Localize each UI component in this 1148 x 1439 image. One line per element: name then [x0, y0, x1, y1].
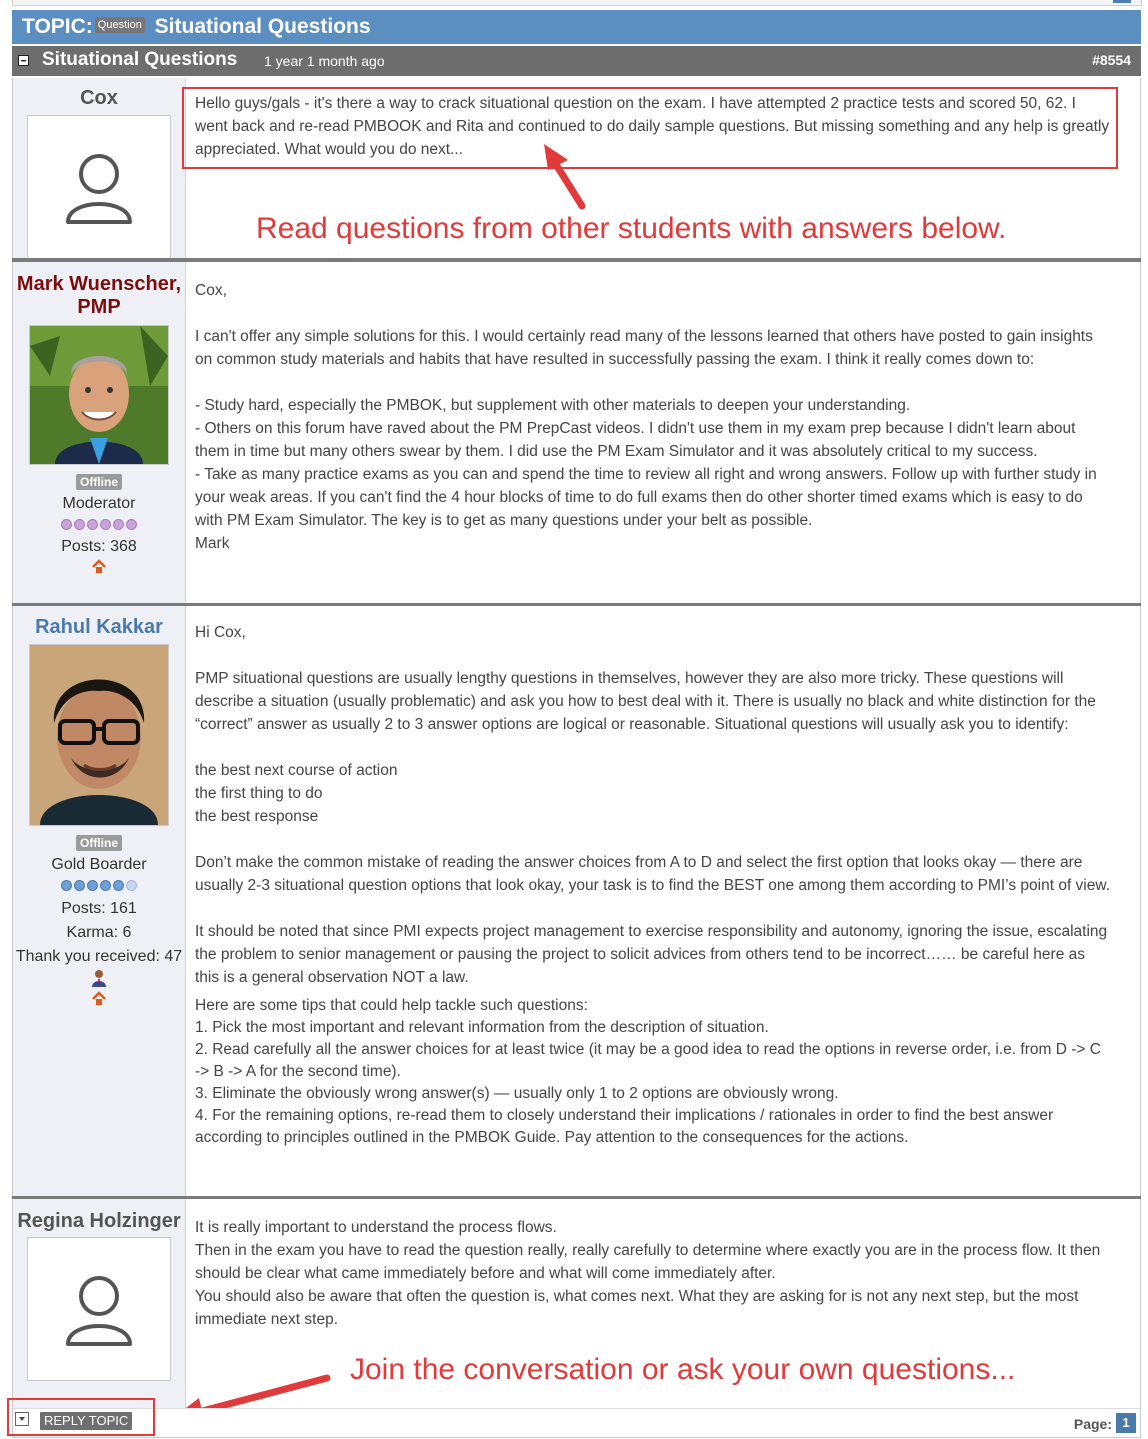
person-photo	[30, 645, 168, 825]
post-paragraph: - Others on this forum have raved about the PM PrepCast videos. I didn't use them in my exam prep because I didn't learn about them in time but many others swear by them. I did use the PM Exam Simulator and it was absolutely critical to my success.	[195, 420, 1076, 460]
author-name[interactable]: Rahul Kakkar	[35, 616, 163, 638]
home-icon[interactable]	[91, 559, 107, 573]
author-name[interactable]: Mark Wuenscher, PMP	[16, 273, 182, 318]
status-badge: Offline	[76, 835, 122, 851]
author-name[interactable]: Regina Holzinger	[17, 1210, 181, 1232]
post-paragraph: Then in the exam you have to read the question really, really carefully to determine where exactly you are in the process flow. It then should be clear what came immediately before and what will come immediately after.	[195, 1242, 1101, 1282]
post-body	[195, 1216, 1110, 1331]
message-title[interactable]: Situational Questions	[42, 49, 238, 70]
list-item: 1. Pick the most important and relevant information from the description of situation.	[195, 1019, 769, 1036]
post-count: Posts: 161	[61, 900, 137, 917]
author-sidebar	[13, 262, 186, 604]
topic-title: Situational Questions	[154, 15, 371, 38]
avatar-placeholder[interactable]	[27, 1237, 171, 1381]
reply-topic-button[interactable]: REPLY TOPIC	[40, 1412, 132, 1430]
post-paragraph: - Study hard, especially the PMBOK, but supplement with other materials to deepen your understanding.	[195, 397, 911, 414]
avatar-photo[interactable]	[29, 644, 169, 826]
join-annotation: Join the conversation or ask your own questions...	[350, 1353, 1016, 1386]
highlight-box	[182, 87, 1118, 169]
post-paragraph: Hello guys/gals - it's there a way to crack situational question on the exam. I have attempted 2 practice tests and scored 50, 62. I went back and re-read PMBOOK and Rita and continued to do daily sample questions. But missing something and any help is greatly appreciated. What would you do next...	[195, 95, 1110, 158]
user-rank: Gold Boarder	[51, 856, 147, 873]
list-item: 3. Eliminate the obviously wrong answer(s) — usually only 1 to 2 options are obviously wrong.	[195, 1085, 839, 1102]
list-item: 4. For the remaining options, re-read them to closely understand their implications / rationales in order to find the best answer according to principles outlined in the PMBOK Guide. Pay attention to the consequences for the actions.	[195, 1107, 1054, 1146]
post-count: Posts: 368	[61, 538, 137, 555]
list-item: 2. Read carefully all the answer choices for at least twice (it may be a good idea to read the options in reverse order, i.e. from D -> C -> B -> A for the second time).	[195, 1041, 1101, 1080]
arrow-icon	[538, 140, 588, 210]
list-item: the first thing to do	[195, 785, 323, 802]
top-edge	[12, 0, 1142, 6]
expand-icon[interactable]	[18, 55, 29, 66]
author-name[interactable]: Cox	[80, 87, 118, 109]
post-paragraph: - Take as many practice exams as you can and spend the time to review all right and wrong answers. Follow up with further study in your weak areas. If you can't find the 4 hour blocks of time to do full exams then do other shorter timed exams which is easy to do with PM Exam Simulator. The key is to get as many questions under your belt as possible.	[195, 466, 1097, 529]
post-body	[195, 621, 1110, 1149]
post-paragraph: PMP situational questions are usually lengthy questions in themselves, however they are also more tricky. These questions will describe a situation (usually problematic) and ask you how to best deal with it. There is usually no black and white distinction for the “correct” answer as usually 2 to 3 answer options are logical or reasonable. Situational questions will usually ask you to identify:	[195, 670, 1096, 733]
scroll-marker	[1113, 0, 1131, 3]
avatar-placeholder[interactable]	[27, 115, 171, 259]
person-photo	[30, 326, 168, 464]
avatar-photo[interactable]	[29, 325, 169, 465]
rank-stars	[13, 519, 185, 533]
list-item: the best next course of action	[195, 762, 398, 779]
post-paragraph: I can't offer any simple solutions for this. I would certainly read many of the lessons learned that others have posted to gain insights on common study materials and habits that have resulted in successfully passing the exam. I think it really comes down to:	[195, 328, 1093, 368]
topic-footer	[12, 1408, 1141, 1438]
post-paragraph: It should be noted that since PMI expects project management to exercise responsibility and autonomy, ignoring the issue, escalating the problem to senior management or pausing the project to solicit advices from others tend to be incorrect…… be careful here as this is a general observation NOT a law.	[195, 923, 1108, 986]
post-paragraph: Hi Cox,	[195, 624, 246, 641]
post-body	[195, 279, 1110, 555]
message-time: 1 year 1 month ago	[264, 53, 385, 69]
user-rank: Moderator	[62, 495, 136, 512]
post-mark	[12, 262, 1141, 604]
post-paragraph: Don’t make the common mistake of reading the answer choices from A to D and select the first option that looks okay — there are usually 2-3 situational question options that look okay, your task is to find the BEST one among them according to PMI’s point of view.	[195, 854, 1111, 894]
profile-icon[interactable]	[91, 969, 107, 987]
author-sidebar	[13, 606, 186, 1196]
page-label: Page:	[1073, 1416, 1112, 1432]
page-number-button[interactable]: 1	[1116, 1413, 1136, 1433]
user-icon	[28, 1238, 170, 1380]
list-item: the best response	[195, 808, 319, 825]
topic-header	[12, 10, 1141, 44]
post-rahul	[12, 606, 1141, 1196]
thanks-count: Thank you received: 47	[15, 948, 183, 965]
author-sidebar	[13, 78, 186, 260]
question-badge: Question	[95, 17, 145, 33]
status-badge: Offline	[76, 474, 122, 490]
karma-count: Karma: 6	[66, 924, 132, 941]
message-id[interactable]: #8554	[1092, 52, 1131, 68]
post-paragraph: Cox,	[195, 282, 227, 299]
author-sidebar	[13, 1199, 186, 1408]
message-header	[12, 46, 1141, 76]
post-paragraph: You should also be aware that often the question is, what comes next. What they are asking for is not any next step, but the most immediate next step.	[195, 1288, 1079, 1328]
highlight-box	[7, 1398, 155, 1436]
post-signature: Mark	[195, 535, 230, 552]
rank-stars	[13, 880, 185, 894]
post-paragraph: It is really important to understand the process flows.	[195, 1219, 557, 1236]
user-icon	[28, 116, 170, 258]
read-annotation: Read questions from other students with answers below.	[256, 212, 1007, 245]
topic-prefix: TOPIC:	[22, 15, 93, 38]
post-paragraph: Here are some tips that could help tackle such questions:	[195, 997, 588, 1014]
home-icon[interactable]	[91, 991, 107, 1005]
